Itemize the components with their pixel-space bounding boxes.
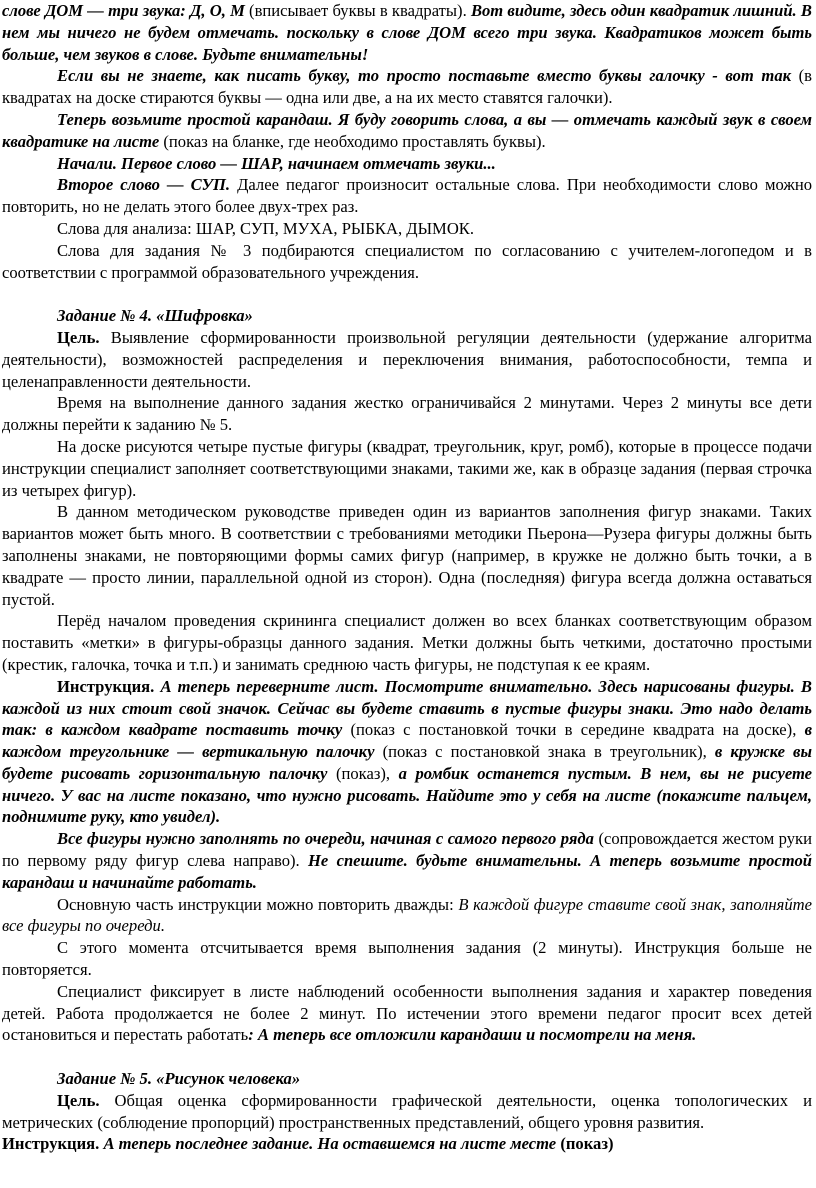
task5-instruction-text: А теперь последнее задание. На оставшемся на листе месте [99,1134,557,1154]
task4-variants-text: В данном методическом руководстве приведен один из вариантов заполнения фигур знаками. Таких вариантов может быть много. В соответствии с требованиями методики Пьерона—Рузера фигуры должны быть заполнены знаками, не повторяющими формы самих фигур (например, в кружке не должно быть точки, а в квадрате — просто линии, параллельной одной из сторон). Одна (последняя) фигура всегда должна оставаться пустой. [2,502,812,609]
word-list-text: Слова для анализа: ШАР, СУП, МУХА, РЫБКА, ДЫМОК. [57,218,475,238]
paragraph-first-word [0,153,816,175]
instr-rhombus: а ромбик останется пустым. В нем, вы не рисуете ничего. У вас на листе показано, что нужно рисовать. Найдите это у себя на листе (покажите пальцем, поднимите руку, кто увидел). [2,763,813,827]
all-figures-note: (сопровождается жестом руки по первому ряду фигур слева направо). [2,829,812,871]
all-figures-text: Все фигуры нужно заполнять по очереди, начиная с самого первого ряда [57,829,594,849]
pencil-instruction: Теперь возьмите простой карандаш. Я буду говорить слова, а вы — отмечать каждый звук в своем квадратике на листе [2,109,812,151]
paragraph-second-word [0,174,816,218]
task5-instruction [0,1133,816,1155]
observation-text: Специалист фиксирует в листе наблюдений особенности выполнения задания и характер поведения детей. Работа продолжается не более 2 минут. По истечении этого времени педагог просит всех детей остановиться и перестать работать [2,981,812,1045]
repeat-text: Основную часть инструкции можно повторить дважды: [57,894,459,914]
task5-heading [0,1068,816,1090]
task4-timing [0,937,816,981]
instr-triangles: в каждом треугольнике — вертикальную палочку [2,720,812,762]
paragraph-dom-example [0,0,816,65]
second-word-note: Далее педагог произносит остальные слова. При необходимости слово можно повторить, но не делать этого более двух-трех раз. [2,175,812,217]
timing-text: С этого момента отсчитывается время выполнения задания (2 минуты). Инструкция больше не повторяется. [2,938,812,980]
start-work-text: Не спешите. будьте внимательны. А теперь возьмите простой карандаш и начинайте работать. [2,851,812,892]
instr-circles-note: (показ), [327,763,399,783]
task4-instruction [0,676,816,829]
paragraph-word-list [0,218,816,240]
spacer [0,1046,816,1068]
pencil-note: (показ на бланке, где необходимо проставлять буквы). [159,131,546,151]
task3-words-text: Слова для задания № 3 подбираются специалистом по согласованию с учителем-логопедом и в соответствии с программой образовательного учреждения. [2,240,812,282]
task4-instruction-label: Инструкция. [57,676,155,696]
dom-note: (вписывает буквы в квадраты). [244,1,471,20]
instr-squares-note: (показ с постановкой точки в середине квадрата на доске), [342,720,805,740]
repeat-quote: В каждой фигуре ставите свой знак, заполняйте все фигуры по очереди. [2,894,812,936]
paragraph-checkmark [0,65,816,109]
task4-all-figures [0,828,816,893]
spacer [0,283,816,305]
stop-work-text: : А теперь все отложили карандаши и посмотрели на меня. [248,1025,697,1045]
task4-time-text: Время на выполнение данного задания жестко ограничивайся 2 минутами. Через 2 минуты все дети должны перейти к заданию № 5. [2,393,812,435]
extra-square-text: Вот видите, здесь один квадратик лишний. В нем мы ничего не будем отмечать. поскольку в слове ДОМ всего три звука. Квадратиков может быть больше, чем звуков в слове. Будьте внимательны! [2,1,812,64]
task4-title: Задание № 4. «Шифровка» [57,306,253,326]
task4-goal-label: Цель. [57,327,100,347]
task4-goal [0,327,816,392]
task5-instruction-label: Инструкция. [2,1134,100,1154]
task4-goal-text: Выявление сформированности произвольной регуляции деятельности (удержание алгоритма деятельности), возможностей распределения и переключения внимания, работоспособности, темпа и целенаправленности деятельности. [2,327,812,391]
task5-goal [0,1090,816,1134]
task4-variants [0,501,816,610]
first-word-text: Начали. Первое слово — ШАР, начинаем отмечать звуки... [57,153,496,173]
task4-observation [0,981,816,1046]
task4-board [0,436,816,501]
instr-circles: в кружке вы будете рисовать горизонтальную палочку [2,742,812,783]
task5-instruction-note: (показ) [556,1134,614,1154]
task4-board-text: На доске рисуются четыре пустые фигуры (квадрат, треугольник, круг, ромб), которые в процессе подачи инструкции специалист заполняет соответствующими знаками, такими же, как в образце задания (первая строчка из четырех фигур). [2,436,812,500]
task4-heading [0,305,816,327]
checkmark-instruction: Если вы не знаете, как писать букву, то просто поставьте вместо буквы галочку - вот так [57,66,792,86]
task5-title: Задание № 5. «Рисунок человека» [57,1069,301,1089]
instr-triangles-note: (показ с постановкой знака в треугольник), [374,742,715,762]
checkmark-note: (в квадратах на доске стираются буквы — одна или две, а на их место ставятся галочки). [2,66,812,108]
task5-goal-label: Цель. [57,1090,100,1110]
task4-before-text: Перёд началом проведения скрининга специалист должен во всех бланках соответствующим образом поставить «метки» в фигуры-образцы данного задания. Метки должны быть четкими, достаточно простыми (крестик, галочка, точка и т.п.) и занимать среднюю часть фигуры, не подступая к ее краям. [2,611,812,674]
dom-sounds-text: слове ДОМ — три звука: Д, О, М [2,1,245,20]
second-word-text: Второе слово — СУП. [57,175,231,195]
instr-squares: А теперь переверните лист. Посмотрите внимательно. Здесь нарисованы фигуры. В каждой из них стоит свой значок. Сейчас вы будете ставить в пустые фигуры знаки. Это надо делать так: в каждом квадрате поставить точку [2,676,812,740]
task5-goal-text: Общая оценка сформированности графической деятельности, оценка топологических и метрических (соблюдение пропорций) пространственных представлений, общего уровня развития. [2,1090,812,1132]
paragraph-pencil [0,109,816,153]
task4-before [0,610,816,675]
task4-time [0,392,816,436]
paragraph-task3-words [0,240,816,284]
task4-repeat [0,894,816,938]
